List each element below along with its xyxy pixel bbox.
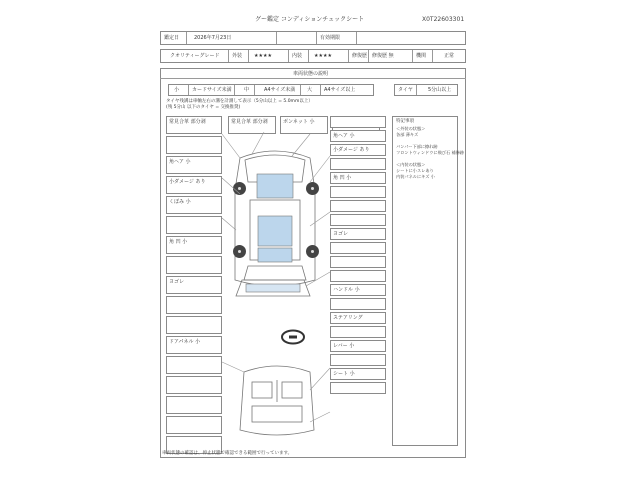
left-damage-box-label: 常見合革 部分剥 <box>169 119 206 125</box>
remark-line: シートに小スレあり <box>396 168 434 173</box>
exterior-label: 外装 <box>232 53 243 59</box>
remark-line: 内装パネルにキズ 小 <box>396 174 435 179</box>
interior-value: ★★★★ <box>314 53 332 59</box>
legend-large-desc: A4サイズ以上 <box>324 87 356 93</box>
remark-line: ＜外装の状態＞ <box>396 126 426 131</box>
legend-mid-desc: A4サイズ未満 <box>264 87 296 93</box>
remarks-title: 特記事項 <box>396 119 414 124</box>
exterior-value: ★★★★ <box>254 53 272 59</box>
interior-label: 内装 <box>292 53 303 59</box>
tire-label: タイヤ <box>398 87 413 93</box>
right-damage-box-label: 角ヘア 小 <box>333 133 355 139</box>
right-damage-box-label: 角 凹 小 <box>333 175 352 181</box>
left-damage-box-label: ドアパネル 小 <box>169 339 201 345</box>
left-damage-box-label: くぼみ 小 <box>169 199 191 205</box>
remark-line: フロントウィンドウに飛び石 補修跡 <box>396 150 465 155</box>
remark-line: バンパー下部に擦れ跡 <box>396 144 438 149</box>
mech-value: 正常 <box>444 53 455 59</box>
top-damage-box-label: ボンネット 小 <box>283 119 315 125</box>
left-damage-box-label: ヨゴレ <box>169 279 185 285</box>
legend-small-desc: カードサイズ未満 <box>192 87 232 93</box>
date-value: 2026年7月23日 <box>194 35 232 41</box>
legend-small-label: 小 <box>174 87 180 93</box>
right-damage-box-label: ハンドル 小 <box>333 287 360 293</box>
right-damage-box-label: ステアリング <box>333 315 363 321</box>
left-damage-box-label: 小ダメージ あり <box>169 179 206 185</box>
mech-label: 機関 <box>416 53 427 59</box>
right-damage-box-label: 小ダメージ あり <box>333 147 370 153</box>
expiry-label: 有効期限 <box>320 35 341 41</box>
sheet-title: グー鑑定 コンディションチェックシート <box>255 16 365 23</box>
legend-mid-label: 中 <box>244 87 250 93</box>
tire-value: 5分山以上 <box>428 87 452 93</box>
quality-label: クオリティーグレード <box>170 53 220 59</box>
remark-line: ＜内装の状態＞ <box>396 162 426 167</box>
section-title: 車両状態の説明 <box>293 71 329 77</box>
right-damage-box-label: レバー 小 <box>333 343 355 349</box>
right-damage-box-label: ヨゴレ <box>333 231 349 237</box>
top-damage-box-label: 常見合革 部分剥 <box>231 119 268 125</box>
repair-label: 修復歴 <box>352 53 368 59</box>
leader-lines <box>160 100 390 450</box>
repair-value: 修復歴 無 <box>372 53 394 59</box>
remark-line: 各部 薄キズ <box>396 132 419 137</box>
sheet-code: X0T22603301 <box>422 16 465 23</box>
left-damage-box-label: 角ヘア 小 <box>169 159 191 165</box>
date-label: 鑑定日 <box>164 35 180 41</box>
legend-large-label: 大 <box>307 87 313 93</box>
footer-note: 車両状態の確認は、停止状態で確認できる範囲で行っています。 <box>162 451 293 456</box>
note-line-2: (残 5分山 以下のタイヤ = 交換推奨) <box>166 105 241 110</box>
left-damage-box-label: 角 凹 小 <box>169 239 188 245</box>
right-damage-box-label: シート 小 <box>333 371 355 377</box>
note-line-1: タイヤ残溝は車軸左右の溝を計測して表示（5分山以上 = 5.0mm以上） <box>166 99 313 104</box>
